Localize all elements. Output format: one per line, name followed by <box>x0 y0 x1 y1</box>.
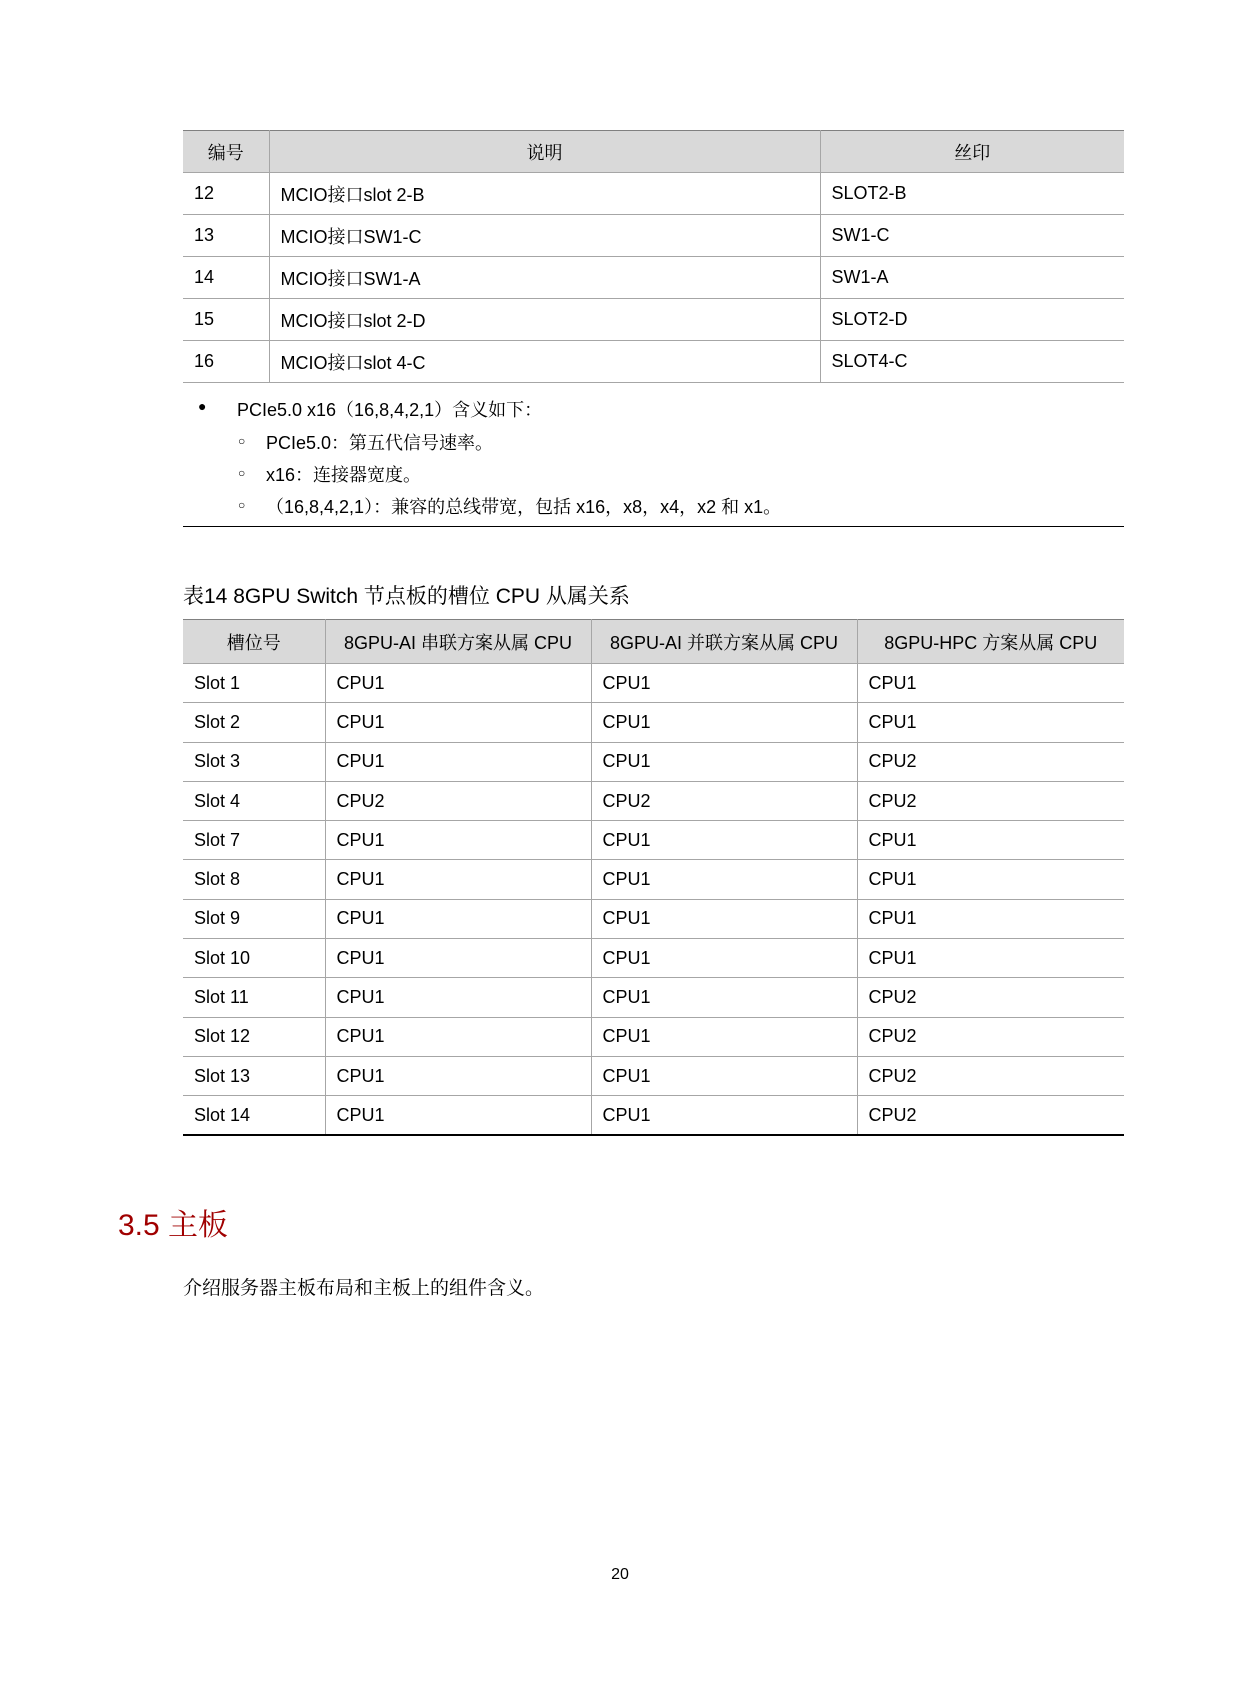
cell-silkscreen: SW1-A <box>820 257 1124 299</box>
cell-ai-parallel: CPU1 <box>591 1017 857 1056</box>
cell-silkscreen: SW1-C <box>820 215 1124 257</box>
header-ai-parallel: 8GPU-AI 并联方案从属 CPU <box>591 620 857 664</box>
table-row <box>183 257 1124 299</box>
cell-ai-serial: CPU1 <box>325 899 591 938</box>
cell-hpc: CPU1 <box>857 860 1124 899</box>
table-row <box>183 939 1124 978</box>
cell-slot: Slot 2 <box>183 703 325 742</box>
cell-ai-serial: CPU1 <box>325 978 591 1017</box>
cell-hpc: CPU1 <box>857 939 1124 978</box>
cell-hpc: CPU1 <box>857 899 1124 938</box>
cell-ai-parallel: CPU1 <box>591 664 857 703</box>
table-row <box>183 173 1124 215</box>
cell-slot: Slot 1 <box>183 664 325 703</box>
cell-slot: Slot 8 <box>183 860 325 899</box>
cell-description: MCIO接口SW1-A <box>269 257 820 299</box>
bullet-icon: ● <box>198 398 207 414</box>
cell-ai-serial: CPU1 <box>325 703 591 742</box>
cell-number: 12 <box>183 173 269 215</box>
cell-hpc: CPU2 <box>857 1096 1124 1135</box>
note-main-text: PCIe5.0 x16（16,8,4,2,1）含义如下： <box>237 400 543 420</box>
cell-ai-parallel: CPU1 <box>591 821 857 860</box>
cell-number: 15 <box>183 299 269 341</box>
cell-hpc: CPU2 <box>857 781 1124 820</box>
table-row <box>183 899 1124 938</box>
note-item-text: x16：连接器宽度。 <box>266 465 422 485</box>
cell-hpc: CPU2 <box>857 978 1124 1017</box>
header-description: 说明 <box>269 131 820 173</box>
cell-slot: Slot 9 <box>183 899 325 938</box>
header-number: 编号 <box>183 131 269 173</box>
cell-slot: Slot 13 <box>183 1056 325 1095</box>
cell-number: 13 <box>183 215 269 257</box>
cell-hpc: CPU1 <box>857 821 1124 860</box>
note-item-text: （16,8,4,2,1）：兼容的总线带宽，包括 x16，x8，x4，x2 和 x1。 <box>266 497 782 517</box>
pcie-notes <box>183 384 1124 527</box>
cell-ai-parallel: CPU1 <box>591 1096 857 1135</box>
table-row <box>183 781 1124 820</box>
cell-ai-serial: CPU2 <box>325 781 591 820</box>
table-row <box>183 341 1124 383</box>
cell-slot: Slot 11 <box>183 978 325 1017</box>
header-silkscreen: 丝印 <box>820 131 1124 173</box>
note-item-text: PCIe5.0：第五代信号速率。 <box>266 433 494 453</box>
cell-slot: Slot 7 <box>183 821 325 860</box>
cell-silkscreen: SLOT4-C <box>820 341 1124 383</box>
interface-table <box>183 130 1124 383</box>
cell-hpc: CPU2 <box>857 742 1124 781</box>
header-slot: 槽位号 <box>183 620 325 664</box>
cell-silkscreen: SLOT2-D <box>820 299 1124 341</box>
cell-slot: Slot 14 <box>183 1096 325 1135</box>
cell-ai-parallel: CPU1 <box>591 860 857 899</box>
section-heading: 3.5 主板 <box>118 1209 229 1242</box>
table-row <box>183 1017 1124 1056</box>
cell-ai-parallel: CPU1 <box>591 703 857 742</box>
cell-description: MCIO接口SW1-C <box>269 215 820 257</box>
cell-hpc: CPU2 <box>857 1017 1124 1056</box>
cell-ai-serial: CPU1 <box>325 664 591 703</box>
table-header-row <box>183 131 1124 173</box>
cell-ai-serial: CPU1 <box>325 742 591 781</box>
circle-bullet-icon: ○ <box>238 466 246 480</box>
cell-ai-parallel: CPU1 <box>591 939 857 978</box>
cell-slot: Slot 4 <box>183 781 325 820</box>
cell-description: MCIO接口slot 4-C <box>269 341 820 383</box>
cell-number: 14 <box>183 257 269 299</box>
circle-bullet-icon: ○ <box>238 434 246 448</box>
table-row <box>183 821 1124 860</box>
table-row <box>183 742 1124 781</box>
cell-ai-serial: CPU1 <box>325 1096 591 1135</box>
table-row <box>183 978 1124 1017</box>
table-row <box>183 860 1124 899</box>
cell-silkscreen: SLOT2-B <box>820 173 1124 215</box>
cell-ai-serial: CPU1 <box>325 1017 591 1056</box>
header-hpc: 8GPU-HPC 方案从属 CPU <box>857 620 1124 664</box>
cell-ai-parallel: CPU1 <box>591 742 857 781</box>
cell-description: MCIO接口slot 2-B <box>269 173 820 215</box>
cell-ai-serial: CPU1 <box>325 1056 591 1095</box>
cell-ai-parallel: CPU1 <box>591 978 857 1017</box>
cell-ai-serial: CPU1 <box>325 939 591 978</box>
cell-ai-parallel: CPU1 <box>591 1056 857 1095</box>
cell-number: 16 <box>183 341 269 383</box>
table-caption: 表14 8GPU Switch 节点板的槽位 CPU 从属关系 <box>183 585 630 608</box>
cell-hpc: CPU2 <box>857 1056 1124 1095</box>
table-row <box>183 703 1124 742</box>
section-intro: 介绍服务器主板布局和主板上的组件含义。 <box>183 1278 545 1299</box>
table-header-row <box>183 620 1124 664</box>
header-ai-serial: 8GPU-AI 串联方案从属 CPU <box>325 620 591 664</box>
cell-hpc: CPU1 <box>857 703 1124 742</box>
table-row <box>183 299 1124 341</box>
table-row <box>183 1096 1124 1135</box>
page-number: 20 <box>611 1566 629 1583</box>
circle-bullet-icon: ○ <box>238 498 246 512</box>
cell-slot: Slot 3 <box>183 742 325 781</box>
cell-description: MCIO接口slot 2-D <box>269 299 820 341</box>
cell-slot: Slot 10 <box>183 939 325 978</box>
cell-ai-serial: CPU1 <box>325 860 591 899</box>
cell-ai-parallel: CPU1 <box>591 899 857 938</box>
cell-hpc: CPU1 <box>857 664 1124 703</box>
cell-ai-parallel: CPU2 <box>591 781 857 820</box>
table-row <box>183 1056 1124 1095</box>
cell-slot: Slot 12 <box>183 1017 325 1056</box>
table-row <box>183 215 1124 257</box>
cell-ai-serial: CPU1 <box>325 821 591 860</box>
slot-cpu-table <box>183 619 1124 1136</box>
table-row <box>183 664 1124 703</box>
